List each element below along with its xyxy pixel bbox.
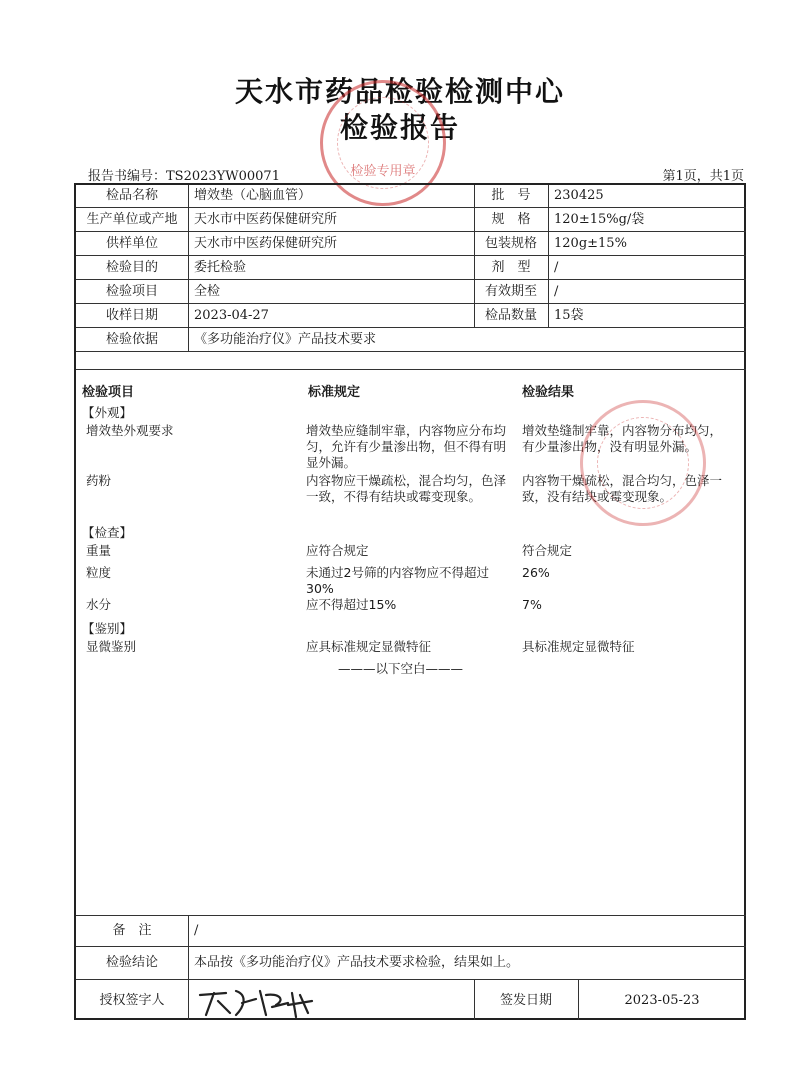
item-standard: 内容物应干燥疏松，混合均匀，色泽一致，不得有结块或霉变现象。	[306, 473, 507, 504]
item-result: 具标准规定显微特征	[522, 639, 635, 654]
item-standard: 应符合规定	[306, 543, 369, 558]
report-table	[74, 183, 746, 1020]
item-result: 符合规定	[522, 543, 573, 558]
test-items-value: 全检	[194, 284, 221, 299]
end-note: ———以下空白———	[338, 661, 464, 676]
section-title-appearance: 【外观】	[82, 405, 133, 420]
col-header-result: 检验结果	[522, 385, 575, 400]
batch-label: 批 号	[491, 188, 531, 203]
col-header-item: 检验项目	[82, 385, 135, 400]
org-title: 天水市药品检验检测中心	[234, 75, 565, 108]
report-title: 检验报告	[339, 111, 460, 144]
basis-label: 检验依据	[105, 332, 158, 347]
quantity-value: 15袋	[554, 308, 584, 323]
item-result: 增效垫缝制牢靠，内容物分布均匀，有少量渗出物，没有明显外漏。	[522, 423, 723, 454]
sample-name-label: 检品名称	[105, 188, 158, 203]
spec-value: 120±15%g/袋	[554, 212, 645, 227]
sign-date-value: 2023-05-23	[624, 993, 700, 1008]
dosage-form-value: /	[554, 260, 559, 275]
receipt-date-value: 2023-04-27	[194, 308, 269, 323]
handwritten-signature	[196, 985, 316, 1021]
conclusion-label: 检验结论	[105, 955, 158, 970]
item-standard: 增效垫应缝制牢靠，内容物应分布均匀，允许有少量渗出物，但不得有明显外漏。	[306, 423, 507, 470]
dosage-form-label: 剂 型	[491, 260, 531, 275]
item-name: 水分	[86, 597, 112, 612]
item-name: 药粉	[86, 473, 112, 488]
supplier-label: 供样单位	[105, 236, 158, 251]
conclusion-value: 本品按《多功能治疗仪》产品技术要求检验，结果如上。	[194, 955, 520, 970]
receipt-date-label: 收样日期	[105, 308, 158, 323]
report-number	[88, 165, 280, 184]
batch-value: 230425	[554, 188, 604, 203]
package-spec-label: 包装规格	[484, 236, 537, 251]
remark-value: /	[194, 923, 199, 938]
sample-name-value: 增效垫（心脑血管）	[194, 188, 312, 203]
seal-text: 检验专用章	[350, 164, 416, 179]
item-name: 显微鉴别	[86, 639, 137, 654]
manufacturer-value: 天水市中医药保健研究所	[194, 212, 338, 227]
page-info: 第1页，共1页	[662, 169, 744, 184]
remark-label: 备 注	[112, 923, 152, 938]
purpose-label: 检验目的	[105, 260, 158, 275]
item-name: 重量	[86, 543, 112, 558]
item-result: 26%	[522, 565, 550, 580]
signer-label: 授权签字人	[99, 993, 165, 1008]
expiry-value: /	[554, 284, 559, 299]
spec-label: 规 格	[491, 212, 531, 227]
item-standard: 应不得超过15%	[306, 597, 397, 612]
section-title-identification: 【鉴别】	[82, 621, 133, 636]
package-spec-value: 120g±15%	[554, 236, 627, 251]
item-result: 内容物干燥疏松，混合均匀，色泽一致，没有结块或霉变现象。	[522, 473, 723, 504]
item-standard: 应具标准规定显微特征	[306, 639, 432, 654]
manufacturer-label: 生产单位或产地	[86, 212, 178, 227]
quantity-label: 检品数量	[484, 308, 537, 323]
test-items-label: 检验项目	[105, 284, 158, 299]
expiry-label: 有效期至	[484, 284, 537, 299]
section-title-inspection: 【检查】	[82, 525, 133, 540]
purpose-value: 委托检验	[194, 260, 247, 275]
basis-value: 《多功能治疗仪》产品技术要求	[194, 332, 377, 347]
item-result: 7%	[522, 597, 542, 612]
item-name: 粒度	[86, 565, 112, 580]
item-standard: 未通过2号筛的内容物应不得超过30%	[306, 565, 489, 596]
report-number-value: TS2023YW00071	[166, 169, 280, 184]
sign-date-label: 签发日期	[499, 993, 552, 1008]
item-name: 增效垫外观要求	[86, 423, 174, 438]
report-number-label: 报告书编号：	[88, 169, 167, 184]
col-header-standard: 标准规定	[308, 385, 361, 400]
supplier-value: 天水市中医药保健研究所	[194, 236, 338, 251]
